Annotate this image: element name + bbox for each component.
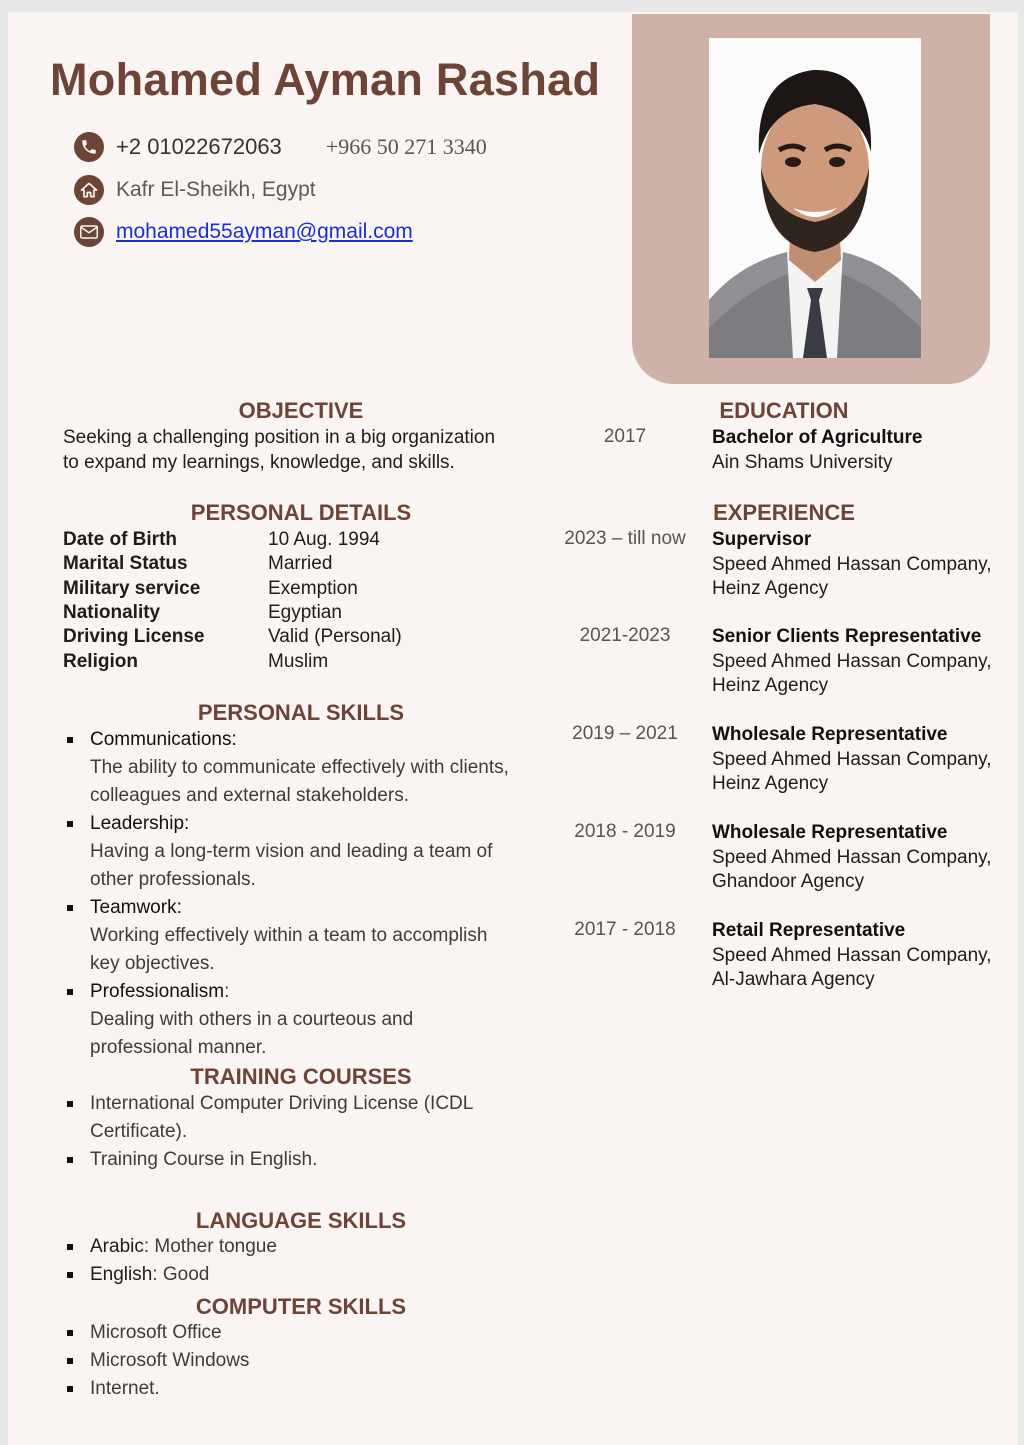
skill-name: Communications:: [90, 729, 237, 750]
phone-icon: [74, 132, 104, 162]
skill-description: Dealing with others in a courteous and: [90, 1009, 414, 1030]
list-item: [66, 978, 509, 1062]
candidate-name: Mohamed Ayman Rashad: [50, 54, 601, 105]
detail-row: [63, 577, 358, 601]
agency-name: Heinz Agency: [712, 773, 829, 794]
contact-email: [74, 217, 413, 247]
detail-row: [63, 528, 380, 552]
list-item: [66, 1261, 277, 1289]
language-level: : Good: [152, 1264, 210, 1285]
email-link[interactable]: mohamed55ayman@gmail.com: [116, 220, 413, 243]
skill-description: professional manner.: [90, 1037, 267, 1058]
experience-entry: [712, 528, 992, 602]
agency-name: Heinz Agency: [712, 578, 829, 599]
personal-details-title: PERSONAL DETAILS: [190, 500, 412, 525]
detail-label: Religion: [63, 651, 138, 672]
school-name: Ain Shams University: [712, 451, 893, 473]
experience-years: 2018 - 2019: [574, 821, 676, 842]
skill-name: Leadership:: [90, 813, 190, 834]
training-list: [66, 1090, 473, 1174]
skill-description: key objectives.: [90, 953, 215, 974]
home-icon: [74, 175, 104, 205]
education-title: EDUCATION: [719, 398, 849, 423]
agency-name: Ghandoor Agency: [712, 871, 865, 892]
email-icon: [74, 217, 104, 247]
detail-value: Egyptian: [268, 602, 342, 623]
job-title: Wholesale Representative: [712, 724, 948, 745]
computer-skill: Internet.: [90, 1378, 160, 1399]
language-name: Arabic: [90, 1236, 144, 1257]
language-name: English: [90, 1264, 153, 1285]
list-item: [66, 1319, 249, 1347]
experience-years: 2019 – 2021: [572, 723, 678, 744]
list-item: [66, 1090, 473, 1146]
skill-description: colleagues and external stakeholders.: [90, 785, 409, 806]
list-item: [66, 1375, 249, 1403]
list-item: [66, 1146, 473, 1174]
degree-name: Bachelor of Agriculture: [712, 427, 923, 448]
detail-label: Date of Birth: [63, 529, 177, 550]
contact-location: [74, 175, 316, 205]
company-name: Speed Ahmed Hassan Company,: [712, 650, 992, 672]
company-name: Speed Ahmed Hassan Company,: [712, 748, 992, 770]
skill-name: Professionalism: [90, 981, 225, 1002]
skill-description: other professionals.: [90, 869, 256, 890]
personal-skills-title: PERSONAL SKILLS: [197, 700, 405, 725]
detail-value: Exemption: [268, 578, 358, 599]
objective-line: to expand my learnings, knowledge, and skills.: [63, 452, 455, 473]
skill-description: The ability to communicate effectively with clients,: [90, 757, 509, 778]
detail-value: Muslim: [268, 651, 329, 672]
education-year: 2017: [603, 426, 647, 447]
training-title: TRAINING COURSES: [190, 1064, 412, 1089]
contact-phones: [74, 132, 487, 162]
computer-skills-title: COMPUTER SKILLS: [195, 1294, 407, 1319]
location-text: Kafr El-Sheikh, Egypt: [116, 178, 316, 201]
list-item: [66, 894, 509, 978]
personal-skills-list: [66, 726, 509, 1062]
experience-entry: [712, 723, 992, 797]
detail-row: [63, 625, 402, 649]
detail-value: Valid (Personal): [268, 626, 402, 647]
job-title: Senior Clients Representative: [712, 626, 982, 647]
training-course: International Computer Driving License (ICDL: [90, 1093, 474, 1114]
job-title: Supervisor: [712, 529, 812, 550]
computer-skill: Microsoft Office: [90, 1322, 222, 1343]
experience-years: 2023 – till now: [564, 528, 686, 549]
detail-row: [63, 552, 332, 576]
training-course: Certificate).: [90, 1121, 188, 1142]
list-item: [66, 1233, 277, 1261]
detail-label: Marital Status: [63, 553, 188, 574]
skill-description: Working effectively within a team to accomplish: [90, 925, 488, 946]
job-title: Retail Representative: [712, 920, 906, 941]
detail-row: [63, 650, 328, 674]
resume-page: [8, 12, 1018, 1445]
experience-entry: [712, 625, 992, 699]
profile-photo: [709, 38, 921, 358]
job-title: Wholesale Representative: [712, 822, 948, 843]
detail-row: [63, 601, 342, 625]
list-item: [66, 726, 509, 810]
company-name: Speed Ahmed Hassan Company,: [712, 553, 992, 575]
detail-label: Nationality: [63, 602, 161, 623]
agency-name: Heinz Agency: [712, 675, 829, 696]
list-item: [66, 1347, 249, 1375]
computer-skills-list: [66, 1319, 249, 1403]
detail-value: Married: [268, 553, 333, 574]
detail-label: Driving License: [63, 626, 205, 647]
detail-label: Military service: [63, 578, 201, 599]
skill-name: Teamwork:: [90, 897, 182, 918]
skill-description: Having a long-term vision and leading a team of: [90, 841, 493, 862]
experience-years: 2017 - 2018: [574, 919, 676, 940]
experience-years: 2021-2023: [579, 625, 671, 646]
phone-primary: +2 01022672063: [116, 134, 282, 159]
education-entry: [712, 426, 922, 475]
skill-name-suffix: :: [224, 981, 230, 1002]
phone-secondary: +966 50 271 3340: [325, 134, 487, 159]
objective-line: Seeking a challenging position in a big organization: [63, 427, 496, 448]
training-course: Training Course in English.: [90, 1149, 318, 1170]
experience-entry: [712, 919, 992, 993]
computer-skill: Microsoft Windows: [90, 1350, 250, 1371]
photo-panel: [632, 14, 990, 384]
detail-value: 10 Aug. 1994: [268, 529, 380, 550]
experience-entry: [712, 821, 992, 895]
language-skills-title: LANGUAGE SKILLS: [195, 1208, 407, 1233]
list-item: [66, 810, 509, 894]
agency-name: Al-Jawhara Agency: [712, 969, 875, 990]
objective-title: OBJECTIVE: [238, 398, 364, 423]
experience-title: EXPERIENCE: [713, 500, 855, 525]
company-name: Speed Ahmed Hassan Company,: [712, 944, 992, 966]
company-name: Speed Ahmed Hassan Company,: [712, 846, 992, 868]
objective-text: [63, 425, 495, 475]
language-level: : Mother tongue: [143, 1236, 277, 1257]
language-list: [66, 1233, 277, 1289]
